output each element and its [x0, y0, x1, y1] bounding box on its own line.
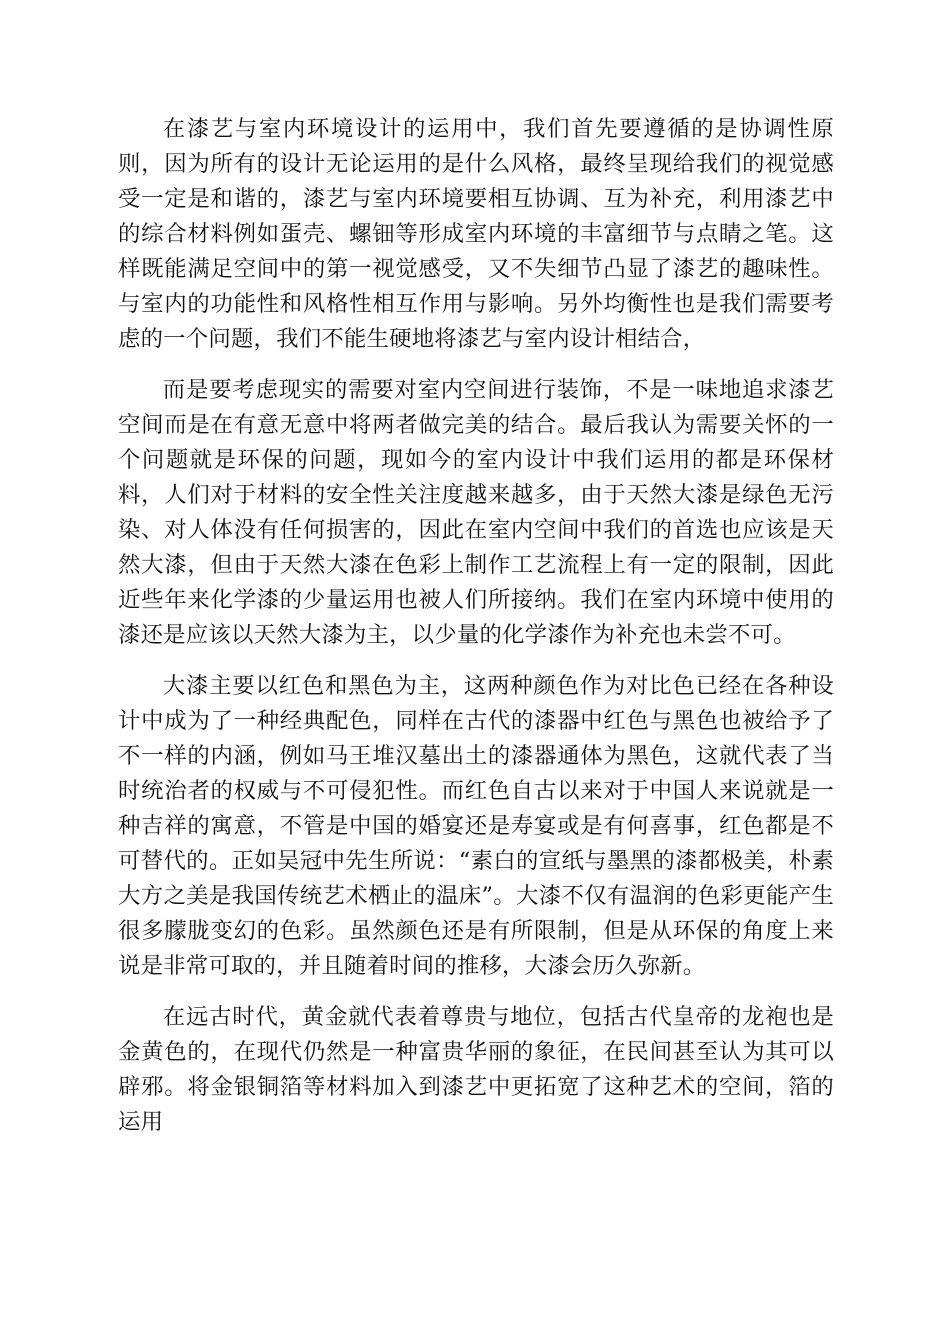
paragraph-red-and-black: 大漆主要以红色和黑色为主，这两种颜色作为对比色已经在各种设计中成为了一种经典配色，同样在古代的漆器中红色与黑色也被给予了不一样的内涵，例如马王堆汉墓出土的漆器通体为黑色，这就代表了当时统治者的权威与不可侵犯性。而红色自古以来对于中国人来说就是一种吉祥的寓意，不管是中国的婚宴还是寿宴或是有何喜事，红色都是不可替代的。正如吴冠中先生所说：“素白的宣纸与墨黑的漆都极美，朴素大方之美是我国传统艺术栖止的温床”。大漆不仅有温润的色彩更能产生很多朦胧变幻的色彩。虽然颜色还是有所限制，但是从环保的角度上来说是非常可取的，并且随着时间的推移，大漆会历久弥新。	[118, 673, 834, 979]
document-body	[118, 112, 834, 1156]
paragraph-gold-leaf: 在远古时代，黄金就代表着尊贵与地位，包括古代皇帝的龙袍也是金黄色的，在现代仍然是一种富贵华丽的象征，在民间甚至认为其可以辟邪。将金银铜箔等材料加入到漆艺中更拓宽了这种艺术的空间，箔的运用	[118, 1004, 834, 1135]
paragraph-harmony-principle: 在漆艺与室内环境设计的运用中，我们首先要遵循的是协调性原则，因为所有的设计无论运用的是什么风格，最终呈现给我们的视觉感受一定是和谐的，漆艺与室内环境要相互协调、互为补充，利用漆艺中的综合材料例如蛋壳、螺钿等形成室内环境的丰富细节与点睛之笔。这样既能满足空间中的第一视觉感受，又不失细节凸显了漆艺的趣味性。与室内的功能性和风格性相互作用与影响。另外均衡性也是我们需要考虑的一个问题，我们不能生硬地将漆艺与室内设计相结合，	[118, 116, 834, 352]
paragraph-environmental-concern: 而是要考虑现实的需要对室内空间进行装饰，不是一味地追求漆艺空间而是在有意无意中将两者做完美的结合。最后我认为需要关怀的一个问题就是环保的问题，现如今的室内设计中我们运用的都是环保材料，人们对于材料的安全性关注度越来越多，由于天然大漆是绿色无污染、对人体没有任何损害的，因此在室内空间中我们的首选也应该是天然大漆，但由于天然大漆在色彩上制作工艺流程上有一定的限制，因此近些年来化学漆的少量运用也被人们所接纳。我们在室内环境中使用的漆还是应该以天然大漆为主，以少量的化学漆作为补充也未尝不可。	[118, 377, 834, 648]
